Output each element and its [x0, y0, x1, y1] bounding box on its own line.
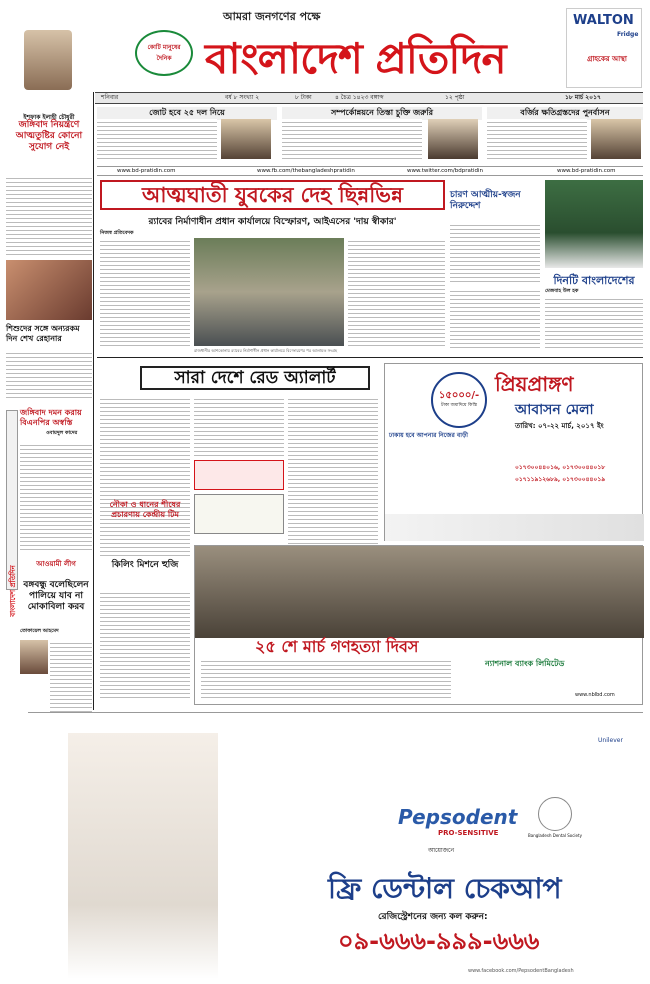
body3	[20, 442, 92, 552]
dateline-price: ৮ টাকা	[295, 94, 312, 101]
dateline-pages: ১২ পৃষ্ঠা	[445, 94, 465, 101]
byline4: তোফায়েল আহমেদ	[20, 628, 59, 634]
pepsodent-ad	[28, 712, 643, 978]
red-alert-body-4	[100, 590, 190, 700]
pepsodent-brand: Pepsodent	[398, 805, 518, 829]
housing-title: প্রিয়প্রাঙ্গণ	[495, 372, 574, 396]
walton-text: গ্রাহকের আস্থা	[587, 55, 627, 63]
body2	[6, 350, 92, 400]
top-story-2-photo	[428, 119, 478, 159]
genocide-body	[201, 658, 451, 698]
housing-phone-2: ০১৭১১৯১২৬৮৯, ০১৭৩০০৪৪০১৯	[515, 476, 606, 483]
housing-subtitle: আবাসন মেলা	[515, 402, 594, 418]
person1-name: ইশফাক ইলাহী চৌধুরী	[23, 114, 75, 121]
red-alert-body-3	[288, 396, 378, 556]
web-tw[interactable]: www.twitter.com/bdpratidin	[407, 168, 484, 174]
pepsodent-footer[interactable]: www.facebook.com/PepsodentBangladesh	[468, 968, 574, 974]
genocide-ad	[194, 545, 643, 705]
housing-offer: ১৫০০০/-	[438, 390, 480, 401]
dentist-photo	[68, 733, 218, 979]
top-story-1-photo	[221, 119, 271, 159]
body4	[50, 640, 92, 712]
walton-ad	[566, 8, 642, 88]
red-alert-box2: কিলিং মিশনে হুজি	[111, 560, 179, 570]
pepsodent-phone: ০৯-৬৬৬-৯৯৯-৬৬৬	[338, 927, 540, 955]
side-body-1	[450, 222, 540, 282]
red-alert-box	[194, 460, 284, 490]
web-site[interactable]: www.bd-pratidin.com	[117, 168, 176, 174]
top-story-1-body	[97, 119, 217, 159]
unilever-logo: Unilever	[598, 737, 623, 744]
rehana-photo	[6, 260, 92, 320]
brand-badge-text: বাংলাদেশ প্রতিদিন	[9, 565, 17, 617]
housing-footer	[385, 514, 644, 541]
housing-dates: তারিখ: ০৭-২২ মার্চ, ২০১৭ ইং	[515, 422, 604, 430]
author3: ওবায়দুল কাদের	[46, 430, 78, 436]
person1-photo	[24, 30, 72, 90]
bank-name: ন্যাশনাল ব্যাংক লিমিটেড	[485, 659, 565, 668]
head1: জঙ্গিবাদ নিয়ন্ত্রণে আত্মতুষ্টির কোনো সুযোগ নেই	[15, 120, 83, 152]
dateline-dates: ৪ চৈত্র ১৪২৩ বঙ্গাব্দ	[335, 94, 384, 101]
organizer-label: আয়োজনে	[428, 847, 455, 854]
genocide-title: ২৫ শে মার্চ গণহত্যা দিবস	[255, 637, 419, 656]
body1	[6, 175, 92, 255]
side-head: চারণ আত্মীয়-স্বজন নিরুদ্দেশ	[450, 190, 521, 211]
web-fb[interactable]: www.fb.com/thebangladeshpratidin	[257, 168, 355, 174]
lead-body-1	[100, 238, 190, 346]
top-story-2-body	[282, 119, 422, 159]
sub4: আওয়ামী লীগ	[36, 560, 76, 568]
web-site-2[interactable]: www.bd-pratidin.com	[557, 168, 616, 174]
side-title: দিনটি বাংলাদেশের	[553, 274, 635, 287]
pepsodent-sub: PRO-SENSITIVE	[438, 829, 499, 837]
side-byline: মেজবাহ উল হক	[545, 288, 579, 294]
left-divider	[93, 92, 94, 710]
top-story-3	[487, 107, 643, 163]
top-story-3-title: বর্জির ক্ষতিগ্রস্তদের পুনর্বাসন	[487, 107, 643, 120]
housing-tagline: ঢাকায় হবে আপনার নিজের বাড়ী	[389, 432, 469, 439]
red-alert-title: সারা দেশে রেড অ্যালার্ট	[140, 366, 370, 390]
lead-photo	[194, 238, 344, 346]
altutech-ad	[194, 494, 284, 534]
housing-offer-note: টাকা জমাদিয়ে কিস্তি	[441, 403, 477, 408]
lead-subtitle: র‌্যাবের নির্মাণাধীন প্রধান কার্যালয়ে বিস্ফোরণ, আইএসের 'দায় স্বীকার'	[148, 217, 397, 227]
walton-sub: Fridge	[617, 31, 639, 38]
bank-site[interactable]: www.nblbd.com	[575, 692, 615, 698]
top-story-3-body	[487, 119, 587, 159]
top-story-1	[97, 107, 277, 163]
masthead	[95, 8, 560, 88]
housing-ad	[384, 363, 643, 541]
lead-bottom-rule	[97, 357, 643, 358]
lead-caption: রাজধানীর আশকোনায় র‌্যাবের নির্মাণাধীন প্রধান কার্যালয়ে বিস্ফোরণের পর আলামত সংগ্রহ	[194, 348, 338, 353]
red-alert-body-1	[100, 396, 190, 556]
masthead-title: বাংলাদেশ প্রতিদিন	[205, 34, 506, 83]
red-alert-box-text: নৌকা ও ধানের শীষের প্রচারণায় কেন্দ্রীয় টিম	[109, 500, 181, 519]
side-body-3	[545, 296, 643, 348]
walton-brand: WALTON	[573, 13, 634, 28]
top-story-2-title: সম্পর্কোন্নয়নে তিস্তা চুক্তি জরুরি	[282, 107, 482, 120]
lead-title: আত্মঘাতী যুবকের দেহ ছিন্নভিন্ন	[100, 180, 445, 210]
cricketer-photo	[545, 180, 643, 268]
top-story-1-title: জোট হবে ২৫ দল নিয়ে	[97, 107, 277, 120]
head2: শিশুদের সঙ্গে অন্যরকম দিন শেখ রেহানার	[6, 324, 80, 343]
slogan: আমরা জনগণের পক্ষে	[223, 10, 321, 23]
top-story-3-photo	[591, 119, 641, 159]
top-story-2	[282, 107, 482, 163]
dateline-bar	[95, 92, 643, 104]
pepsodent-call: রেজিস্ট্রেশনের জন্য কল করুন:	[378, 912, 488, 922]
dateline-day: শনিবার	[101, 94, 119, 101]
lead-body-2	[348, 238, 445, 346]
tofail-photo	[20, 640, 48, 674]
pepsodent-headline: ফ্রি ডেন্টাল চেকআপ	[328, 872, 562, 905]
dateline-issue: বর্ষ ৮ সংখ্যা ২	[225, 94, 260, 101]
left-column	[6, 10, 92, 710]
housing-phone-1: ০১৭৩০০৪৪০১৬, ০১৭৩০০৪৪০১৮	[515, 464, 606, 471]
genocide-photo	[195, 546, 644, 638]
head4: বঙ্গবন্ধু বলেছিলেন পালিয়ে যাব না মোকাবিলা করব	[23, 580, 89, 612]
dateline-edition: ১৮ মার্চ ২০১৭	[565, 94, 601, 101]
lead-byline: নিজস্ব প্রতিবেদক	[100, 230, 134, 236]
side-body-2	[450, 288, 540, 348]
partner-badge	[538, 797, 572, 831]
partner-name: Bangladesh Dental Society	[528, 833, 582, 838]
red-alert-body-2	[194, 396, 284, 456]
badge-text: কোটি মানুষের দৈনিক	[147, 44, 181, 62]
web-links-bar	[97, 166, 643, 176]
head3: জঙ্গিবাদ দমন করায় বিএনপির অস্বস্তি	[20, 408, 82, 427]
